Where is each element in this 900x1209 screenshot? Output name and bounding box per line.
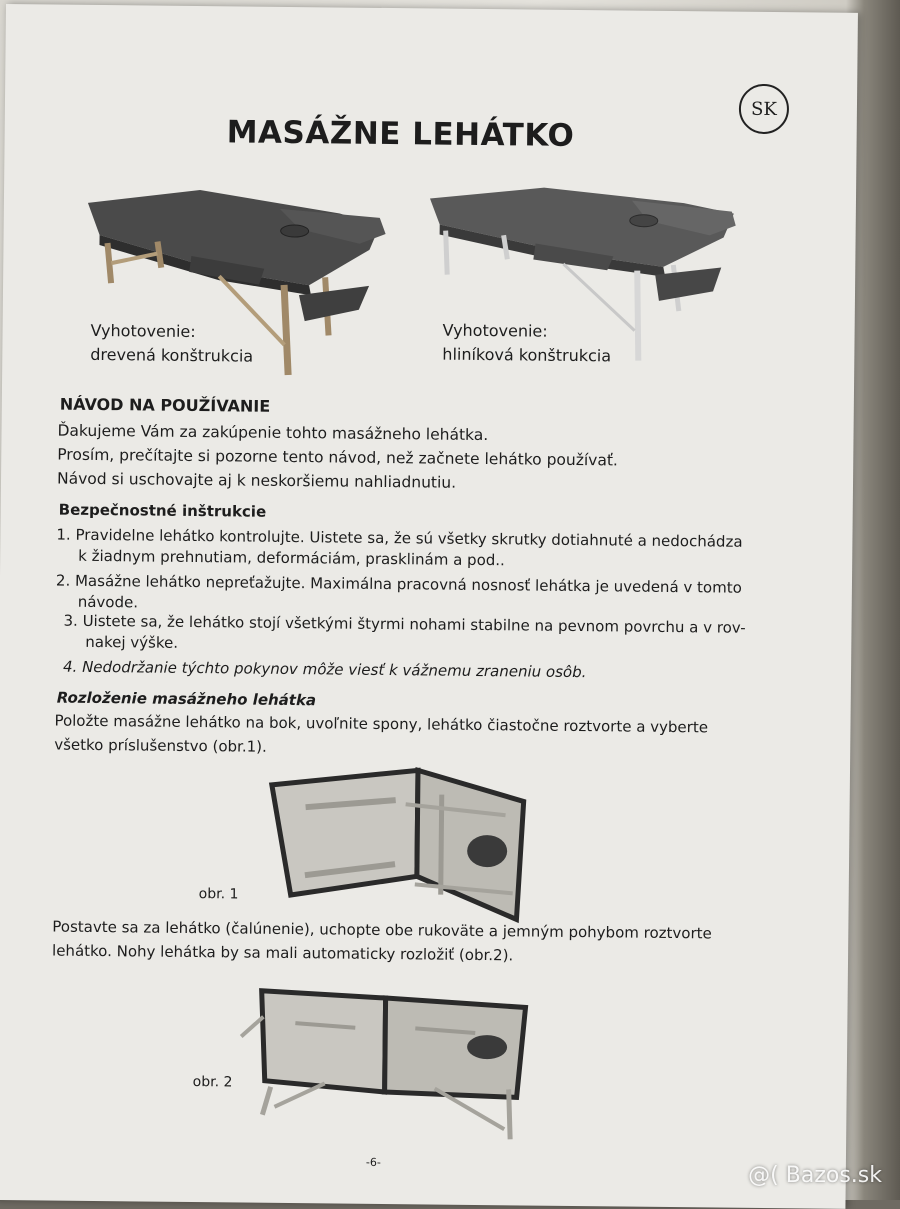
figure-2-caption: obr. 2 [192,1074,233,1091]
usage-heading: NÁVOD NA POUŽÍVANIE [59,394,271,416]
safety-line: k žiadnym prehnutiam, deformáciám, prasklinám a pod.. [78,546,505,570]
variant-label: Vyhotovenie: [90,320,196,342]
figure-1-caption: obr. 1 [198,886,239,903]
unfold-line: lehátko. Nohy lehátka by sa mali automaticky rozložiť (obr.2). [51,941,514,965]
unfold-paragraph-1 [54,709,708,764]
variant-caption-wood [90,319,253,369]
page-number: -6- [365,1155,381,1169]
unfold-line: Položte masážne lehátko na bok, uvoľnite spony, lehátko čiastočne roztvorte a vyberte [54,711,709,737]
unfold-line: Postavte sa za lehátko (čalúnenie), uchopte obe rukoväte a jemným pohybom roztvorte [52,917,712,943]
variant-material: hliníková konštrukcia [442,344,612,366]
unfold-heading: Rozloženie masážneho lehátka [56,688,317,710]
safety-line: 1. Pravidelne lehátko kontrolujte. Uistete sa, že sú všetky skrutky dotiahnuté a nedochádza [56,525,743,551]
safety-line: nakej výške. [85,632,179,652]
figure-1-illustration [264,763,536,926]
variant-label: Vyhotovenie: [442,320,548,341]
safety-line: návode. [77,592,139,612]
language-badge: SK [739,84,790,135]
page-title: MASÁŽNE LEHÁTKO [226,114,575,154]
usage-line: Návod si uschovajte aj k neskoršiemu nahliadnutiu. [56,469,457,492]
watermark: @( Bazos.sk [748,1163,882,1188]
safety-item-1 [56,525,743,574]
usage-line: Ďakujeme Vám za zakúpenie tohto masážneho lehátka. [57,421,489,445]
variant-material: drevená konštrukcia [90,344,254,366]
usage-text [57,419,618,497]
safety-line: 3. Uistete sa, že lehátko stojí všetkými štyrmi nohami stabilne na pevnom povrchu a v rov- [63,611,746,637]
unfold-paragraph-2 [52,915,712,970]
safety-line: 2. Masážne lehátko nepreťažujte. Maximálna pracovná nosnosť lehátka je uvedená v tomto [55,571,742,597]
safety-heading: Bezpečnostné inštrukcie [58,500,267,521]
figure-2-illustration [234,986,536,1149]
usage-line: Prosím, prečítajte si pozorne tento návod, než začnete lehátko používať. [57,445,618,470]
manual-page [0,4,858,1209]
safety-line: 4. Nedodržanie týchto pokynov môže viesť k vážnemu zraneniu osôb. [62,657,587,682]
unfold-line: všetko príslušenstvo (obr.1). [54,735,267,756]
safety-item-4 [63,657,587,683]
variant-caption-aluminium [442,319,611,369]
safety-item-3 [63,611,746,660]
